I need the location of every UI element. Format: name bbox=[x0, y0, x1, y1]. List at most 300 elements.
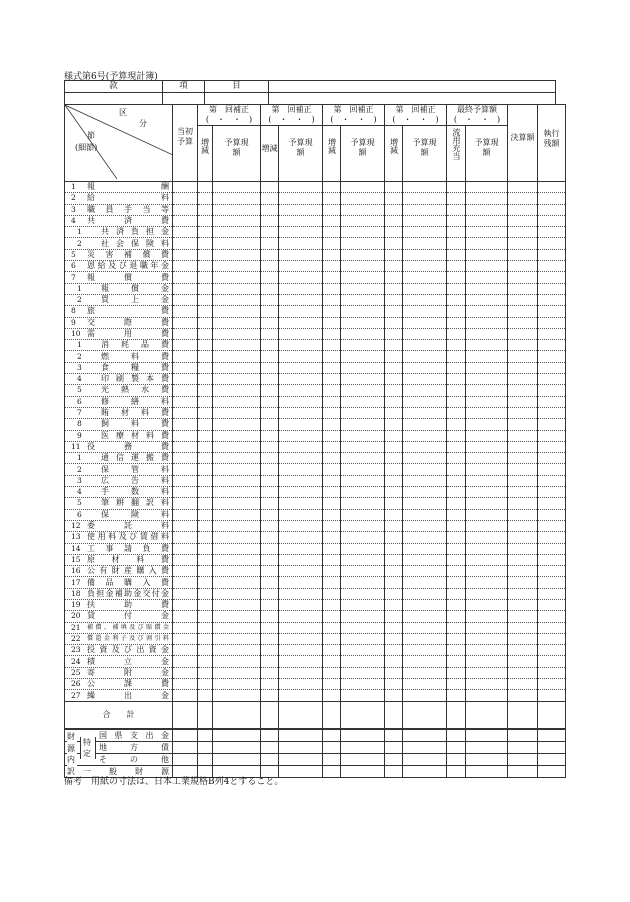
amount-cell[interactable] bbox=[447, 317, 466, 328]
amount-cell[interactable] bbox=[341, 667, 385, 678]
amount-cell[interactable] bbox=[508, 611, 538, 622]
amount-cell[interactable] bbox=[403, 238, 447, 249]
amount-cell[interactable] bbox=[508, 249, 538, 260]
amount-cell[interactable] bbox=[279, 667, 323, 678]
funding-amount-cell[interactable] bbox=[213, 729, 261, 742]
amount-cell[interactable] bbox=[508, 453, 538, 464]
amount-cell[interactable] bbox=[466, 645, 508, 656]
amount-cell[interactable] bbox=[385, 362, 403, 373]
funding-amount-cell[interactable] bbox=[173, 742, 198, 754]
amount-cell[interactable] bbox=[213, 679, 261, 690]
funding-amount-cell[interactable] bbox=[403, 766, 447, 778]
amount-cell[interactable] bbox=[385, 249, 403, 260]
amount-cell[interactable] bbox=[466, 543, 508, 554]
amount-cell[interactable] bbox=[538, 204, 566, 215]
amount-cell[interactable] bbox=[466, 633, 508, 644]
amount-cell[interactable] bbox=[261, 577, 279, 588]
amount-cell[interactable] bbox=[466, 419, 508, 430]
amount-cell[interactable] bbox=[403, 249, 447, 260]
amount-cell[interactable] bbox=[279, 532, 323, 543]
amount-cell[interactable] bbox=[323, 294, 341, 305]
amount-cell[interactable] bbox=[173, 227, 198, 238]
amount-cell[interactable] bbox=[213, 419, 261, 430]
amount-cell[interactable] bbox=[385, 385, 403, 396]
amount-cell[interactable] bbox=[538, 566, 566, 577]
amount-cell[interactable] bbox=[341, 475, 385, 486]
amount-cell[interactable] bbox=[385, 238, 403, 249]
amount-cell[interactable] bbox=[466, 204, 508, 215]
amount-cell[interactable] bbox=[261, 599, 279, 610]
amount-cell[interactable] bbox=[323, 283, 341, 294]
amount-cell[interactable] bbox=[198, 554, 213, 565]
amount-cell[interactable] bbox=[213, 328, 261, 339]
amount-cell[interactable] bbox=[447, 227, 466, 238]
amount-cell[interactable] bbox=[508, 204, 538, 215]
funding-amount-cell[interactable] bbox=[198, 742, 213, 754]
amount-cell[interactable] bbox=[323, 238, 341, 249]
amount-cell[interactable] bbox=[198, 667, 213, 678]
amount-cell[interactable] bbox=[279, 419, 323, 430]
amount-cell[interactable] bbox=[508, 407, 538, 418]
amount-cell[interactable] bbox=[538, 690, 566, 701]
amount-cell[interactable] bbox=[323, 498, 341, 509]
amount-cell[interactable] bbox=[447, 588, 466, 599]
amount-cell[interactable] bbox=[341, 407, 385, 418]
amount-cell[interactable] bbox=[198, 645, 213, 656]
amount-cell[interactable] bbox=[323, 249, 341, 260]
funding-amount-cell[interactable] bbox=[538, 766, 566, 778]
amount-cell[interactable] bbox=[466, 294, 508, 305]
amount-cell[interactable] bbox=[508, 441, 538, 452]
amount-cell[interactable] bbox=[538, 306, 566, 317]
amount-cell[interactable] bbox=[261, 588, 279, 599]
amount-cell[interactable] bbox=[261, 374, 279, 385]
amount-cell[interactable] bbox=[173, 520, 198, 531]
amount-cell[interactable] bbox=[198, 622, 213, 633]
amount-cell[interactable] bbox=[198, 453, 213, 464]
amount-cell[interactable] bbox=[447, 407, 466, 418]
amount-cell[interactable] bbox=[508, 679, 538, 690]
amount-cell[interactable] bbox=[173, 509, 198, 520]
amount-cell[interactable] bbox=[198, 464, 213, 475]
amount-cell[interactable] bbox=[508, 599, 538, 610]
amount-cell[interactable] bbox=[385, 487, 403, 498]
amount-cell[interactable] bbox=[279, 294, 323, 305]
amount-cell[interactable] bbox=[403, 498, 447, 509]
amount-cell[interactable] bbox=[173, 396, 198, 407]
amount-cell[interactable] bbox=[403, 611, 447, 622]
amount-cell[interactable] bbox=[261, 193, 279, 204]
amount-cell[interactable] bbox=[385, 498, 403, 509]
amount-cell[interactable] bbox=[508, 464, 538, 475]
amount-cell[interactable] bbox=[198, 599, 213, 610]
amount-cell[interactable] bbox=[403, 588, 447, 599]
amount-cell[interactable] bbox=[213, 554, 261, 565]
amount-cell[interactable] bbox=[198, 487, 213, 498]
amount-cell[interactable] bbox=[403, 453, 447, 464]
amount-cell[interactable] bbox=[385, 441, 403, 452]
amount-cell[interactable] bbox=[538, 385, 566, 396]
amount-cell[interactable] bbox=[385, 306, 403, 317]
amount-cell[interactable] bbox=[385, 667, 403, 678]
amount-cell[interactable] bbox=[403, 328, 447, 339]
amount-cell[interactable] bbox=[385, 679, 403, 690]
amount-cell[interactable] bbox=[198, 328, 213, 339]
moku-value-cell-2[interactable] bbox=[205, 93, 269, 105]
amount-cell[interactable] bbox=[198, 498, 213, 509]
amount-cell[interactable] bbox=[447, 193, 466, 204]
amount-cell[interactable] bbox=[341, 633, 385, 644]
amount-cell[interactable] bbox=[466, 193, 508, 204]
amount-cell[interactable] bbox=[323, 385, 341, 396]
funding-amount-cell[interactable] bbox=[447, 754, 466, 766]
amount-cell[interactable] bbox=[261, 306, 279, 317]
amount-cell[interactable] bbox=[466, 520, 508, 531]
amount-cell[interactable] bbox=[279, 611, 323, 622]
amount-cell[interactable] bbox=[385, 340, 403, 351]
amount-cell[interactable] bbox=[385, 577, 403, 588]
amount-cell[interactable] bbox=[385, 204, 403, 215]
amount-cell[interactable] bbox=[538, 261, 566, 272]
amount-cell[interactable] bbox=[213, 249, 261, 260]
amount-cell[interactable] bbox=[323, 667, 341, 678]
amount-cell[interactable] bbox=[538, 679, 566, 690]
amount-cell[interactable] bbox=[385, 294, 403, 305]
amount-cell[interactable] bbox=[385, 611, 403, 622]
amount-cell[interactable] bbox=[508, 261, 538, 272]
amount-cell[interactable] bbox=[447, 667, 466, 678]
amount-cell[interactable] bbox=[403, 193, 447, 204]
amount-cell[interactable] bbox=[323, 645, 341, 656]
amount-cell[interactable] bbox=[341, 599, 385, 610]
amount-cell[interactable] bbox=[403, 667, 447, 678]
amount-cell[interactable] bbox=[213, 464, 261, 475]
amount-cell[interactable] bbox=[538, 645, 566, 656]
amount-cell[interactable] bbox=[323, 193, 341, 204]
amount-cell[interactable] bbox=[279, 554, 323, 565]
total-amount-cell[interactable] bbox=[213, 701, 261, 729]
amount-cell[interactable] bbox=[323, 374, 341, 385]
total-amount-cell[interactable] bbox=[261, 701, 279, 729]
amount-cell[interactable] bbox=[447, 204, 466, 215]
amount-cell[interactable] bbox=[173, 453, 198, 464]
amount-cell[interactable] bbox=[341, 656, 385, 667]
amount-cell[interactable] bbox=[508, 498, 538, 509]
amount-cell[interactable] bbox=[198, 215, 213, 226]
amount-cell[interactable] bbox=[198, 520, 213, 531]
amount-cell[interactable] bbox=[173, 543, 198, 554]
amount-cell[interactable] bbox=[173, 554, 198, 565]
amount-cell[interactable] bbox=[466, 509, 508, 520]
amount-cell[interactable] bbox=[385, 645, 403, 656]
amount-cell[interactable] bbox=[385, 520, 403, 531]
amount-cell[interactable] bbox=[385, 554, 403, 565]
amount-cell[interactable] bbox=[198, 261, 213, 272]
amount-cell[interactable] bbox=[403, 272, 447, 283]
funding-amount-cell[interactable] bbox=[213, 754, 261, 766]
amount-cell[interactable] bbox=[508, 317, 538, 328]
amount-cell[interactable] bbox=[198, 294, 213, 305]
amount-cell[interactable] bbox=[538, 249, 566, 260]
amount-cell[interactable] bbox=[403, 215, 447, 226]
amount-cell[interactable] bbox=[279, 261, 323, 272]
amount-cell[interactable] bbox=[261, 475, 279, 486]
amount-cell[interactable] bbox=[385, 182, 403, 193]
amount-cell[interactable] bbox=[385, 599, 403, 610]
funding-amount-cell[interactable] bbox=[279, 742, 323, 754]
amount-cell[interactable] bbox=[403, 227, 447, 238]
amount-cell[interactable] bbox=[538, 520, 566, 531]
amount-cell[interactable] bbox=[279, 690, 323, 701]
amount-cell[interactable] bbox=[508, 182, 538, 193]
amount-cell[interactable] bbox=[403, 306, 447, 317]
amount-cell[interactable] bbox=[447, 430, 466, 441]
amount-cell[interactable] bbox=[447, 487, 466, 498]
amount-cell[interactable] bbox=[279, 238, 323, 249]
amount-cell[interactable] bbox=[508, 193, 538, 204]
amount-cell[interactable] bbox=[198, 374, 213, 385]
amount-cell[interactable] bbox=[279, 543, 323, 554]
amount-cell[interactable] bbox=[508, 294, 538, 305]
funding-amount-cell[interactable] bbox=[385, 742, 403, 754]
amount-cell[interactable] bbox=[385, 464, 403, 475]
amount-cell[interactable] bbox=[385, 374, 403, 385]
funding-amount-cell[interactable] bbox=[279, 766, 323, 778]
funding-amount-cell[interactable] bbox=[538, 729, 566, 742]
amount-cell[interactable] bbox=[279, 464, 323, 475]
total-amount-cell[interactable] bbox=[279, 701, 323, 729]
amount-cell[interactable] bbox=[538, 340, 566, 351]
amount-cell[interactable] bbox=[261, 498, 279, 509]
amount-cell[interactable] bbox=[341, 441, 385, 452]
amount-cell[interactable] bbox=[213, 294, 261, 305]
amount-cell[interactable] bbox=[341, 498, 385, 509]
amount-cell[interactable] bbox=[261, 283, 279, 294]
amount-cell[interactable] bbox=[323, 599, 341, 610]
funding-amount-cell[interactable] bbox=[403, 742, 447, 754]
amount-cell[interactable] bbox=[508, 554, 538, 565]
amount-cell[interactable] bbox=[323, 690, 341, 701]
amount-cell[interactable] bbox=[198, 690, 213, 701]
funding-amount-cell[interactable] bbox=[447, 729, 466, 742]
amount-cell[interactable] bbox=[213, 475, 261, 486]
amount-cell[interactable] bbox=[403, 294, 447, 305]
amount-cell[interactable] bbox=[213, 215, 261, 226]
amount-cell[interactable] bbox=[323, 554, 341, 565]
amount-cell[interactable] bbox=[279, 215, 323, 226]
amount-cell[interactable] bbox=[508, 430, 538, 441]
amount-cell[interactable] bbox=[261, 407, 279, 418]
amount-cell[interactable] bbox=[198, 351, 213, 362]
amount-cell[interactable] bbox=[213, 532, 261, 543]
amount-cell[interactable] bbox=[279, 204, 323, 215]
amount-cell[interactable] bbox=[466, 554, 508, 565]
amount-cell[interactable] bbox=[466, 566, 508, 577]
amount-cell[interactable] bbox=[323, 317, 341, 328]
funding-amount-cell[interactable] bbox=[466, 754, 508, 766]
funding-amount-cell[interactable] bbox=[323, 766, 341, 778]
amount-cell[interactable] bbox=[466, 351, 508, 362]
amount-cell[interactable] bbox=[279, 351, 323, 362]
amount-cell[interactable] bbox=[447, 261, 466, 272]
amount-cell[interactable] bbox=[198, 340, 213, 351]
amount-cell[interactable] bbox=[538, 554, 566, 565]
amount-cell[interactable] bbox=[173, 193, 198, 204]
amount-cell[interactable] bbox=[173, 261, 198, 272]
amount-cell[interactable] bbox=[508, 374, 538, 385]
amount-cell[interactable] bbox=[173, 475, 198, 486]
total-amount-cell[interactable] bbox=[341, 701, 385, 729]
amount-cell[interactable] bbox=[403, 182, 447, 193]
amount-cell[interactable] bbox=[466, 340, 508, 351]
amount-cell[interactable] bbox=[447, 328, 466, 339]
amount-cell[interactable] bbox=[173, 407, 198, 418]
funding-amount-cell[interactable] bbox=[323, 754, 341, 766]
amount-cell[interactable] bbox=[466, 577, 508, 588]
amount-cell[interactable] bbox=[173, 419, 198, 430]
amount-cell[interactable] bbox=[508, 362, 538, 373]
amount-cell[interactable] bbox=[261, 430, 279, 441]
amount-cell[interactable] bbox=[385, 215, 403, 226]
amount-cell[interactable] bbox=[538, 532, 566, 543]
amount-cell[interactable] bbox=[508, 340, 538, 351]
amount-cell[interactable] bbox=[213, 588, 261, 599]
amount-cell[interactable] bbox=[261, 487, 279, 498]
amount-cell[interactable] bbox=[173, 667, 198, 678]
amount-cell[interactable] bbox=[213, 182, 261, 193]
amount-cell[interactable] bbox=[279, 182, 323, 193]
amount-cell[interactable] bbox=[261, 667, 279, 678]
amount-cell[interactable] bbox=[466, 430, 508, 441]
amount-cell[interactable] bbox=[508, 656, 538, 667]
amount-cell[interactable] bbox=[403, 430, 447, 441]
funding-amount-cell[interactable] bbox=[466, 742, 508, 754]
amount-cell[interactable] bbox=[466, 283, 508, 294]
amount-cell[interactable] bbox=[341, 374, 385, 385]
funding-amount-cell[interactable] bbox=[279, 754, 323, 766]
amount-cell[interactable] bbox=[341, 362, 385, 373]
amount-cell[interactable] bbox=[447, 396, 466, 407]
amount-cell[interactable] bbox=[279, 227, 323, 238]
amount-cell[interactable] bbox=[198, 385, 213, 396]
amount-cell[interactable] bbox=[403, 261, 447, 272]
amount-cell[interactable] bbox=[538, 509, 566, 520]
amount-cell[interactable] bbox=[403, 464, 447, 475]
amount-cell[interactable] bbox=[323, 622, 341, 633]
funding-amount-cell[interactable] bbox=[341, 754, 385, 766]
amount-cell[interactable] bbox=[508, 577, 538, 588]
amount-cell[interactable] bbox=[508, 328, 538, 339]
amount-cell[interactable] bbox=[447, 464, 466, 475]
amount-cell[interactable] bbox=[173, 588, 198, 599]
amount-cell[interactable] bbox=[323, 611, 341, 622]
amount-cell[interactable] bbox=[261, 441, 279, 452]
amount-cell[interactable] bbox=[279, 328, 323, 339]
amount-cell[interactable] bbox=[213, 362, 261, 373]
amount-cell[interactable] bbox=[279, 193, 323, 204]
amount-cell[interactable] bbox=[466, 396, 508, 407]
amount-cell[interactable] bbox=[447, 385, 466, 396]
amount-cell[interactable] bbox=[261, 340, 279, 351]
amount-cell[interactable] bbox=[341, 396, 385, 407]
amount-cell[interactable] bbox=[508, 215, 538, 226]
amount-cell[interactable] bbox=[341, 487, 385, 498]
amount-cell[interactable] bbox=[261, 633, 279, 644]
funding-amount-cell[interactable] bbox=[198, 729, 213, 742]
amount-cell[interactable] bbox=[173, 374, 198, 385]
amount-cell[interactable] bbox=[447, 645, 466, 656]
amount-cell[interactable] bbox=[538, 633, 566, 644]
amount-cell[interactable] bbox=[403, 362, 447, 373]
amount-cell[interactable] bbox=[173, 385, 198, 396]
amount-cell[interactable] bbox=[279, 566, 323, 577]
amount-cell[interactable] bbox=[466, 453, 508, 464]
amount-cell[interactable] bbox=[538, 599, 566, 610]
amount-cell[interactable] bbox=[385, 543, 403, 554]
amount-cell[interactable] bbox=[403, 441, 447, 452]
amount-cell[interactable] bbox=[538, 475, 566, 486]
amount-cell[interactable] bbox=[403, 385, 447, 396]
amount-cell[interactable] bbox=[447, 611, 466, 622]
amount-cell[interactable] bbox=[538, 182, 566, 193]
amount-cell[interactable] bbox=[323, 419, 341, 430]
amount-cell[interactable] bbox=[341, 306, 385, 317]
amount-cell[interactable] bbox=[341, 611, 385, 622]
amount-cell[interactable] bbox=[279, 588, 323, 599]
amount-cell[interactable] bbox=[508, 283, 538, 294]
amount-cell[interactable] bbox=[261, 419, 279, 430]
amount-cell[interactable] bbox=[213, 351, 261, 362]
amount-cell[interactable] bbox=[213, 622, 261, 633]
amount-cell[interactable] bbox=[341, 453, 385, 464]
amount-cell[interactable] bbox=[261, 622, 279, 633]
amount-cell[interactable] bbox=[261, 215, 279, 226]
amount-cell[interactable] bbox=[198, 204, 213, 215]
amount-cell[interactable] bbox=[198, 543, 213, 554]
amount-cell[interactable] bbox=[213, 487, 261, 498]
funding-amount-cell[interactable] bbox=[323, 729, 341, 742]
funding-amount-cell[interactable] bbox=[403, 729, 447, 742]
amount-cell[interactable] bbox=[466, 385, 508, 396]
amount-cell[interactable] bbox=[341, 272, 385, 283]
amount-cell[interactable] bbox=[261, 294, 279, 305]
amount-cell[interactable] bbox=[198, 193, 213, 204]
amount-cell[interactable] bbox=[403, 532, 447, 543]
amount-cell[interactable] bbox=[466, 475, 508, 486]
amount-cell[interactable] bbox=[385, 227, 403, 238]
amount-cell[interactable] bbox=[385, 633, 403, 644]
total-amount-cell[interactable] bbox=[385, 701, 403, 729]
amount-cell[interactable] bbox=[466, 227, 508, 238]
amount-cell[interactable] bbox=[508, 633, 538, 644]
amount-cell[interactable] bbox=[213, 407, 261, 418]
amount-cell[interactable] bbox=[538, 374, 566, 385]
amount-cell[interactable] bbox=[466, 215, 508, 226]
total-amount-cell[interactable] bbox=[466, 701, 508, 729]
amount-cell[interactable] bbox=[173, 215, 198, 226]
total-amount-cell[interactable] bbox=[198, 701, 213, 729]
amount-cell[interactable] bbox=[385, 430, 403, 441]
amount-cell[interactable] bbox=[213, 667, 261, 678]
amount-cell[interactable] bbox=[447, 543, 466, 554]
amount-cell[interactable] bbox=[323, 588, 341, 599]
funding-amount-cell[interactable] bbox=[508, 766, 538, 778]
amount-cell[interactable] bbox=[508, 385, 538, 396]
amount-cell[interactable] bbox=[538, 430, 566, 441]
amount-cell[interactable] bbox=[341, 204, 385, 215]
amount-cell[interactable] bbox=[279, 441, 323, 452]
amount-cell[interactable] bbox=[173, 464, 198, 475]
